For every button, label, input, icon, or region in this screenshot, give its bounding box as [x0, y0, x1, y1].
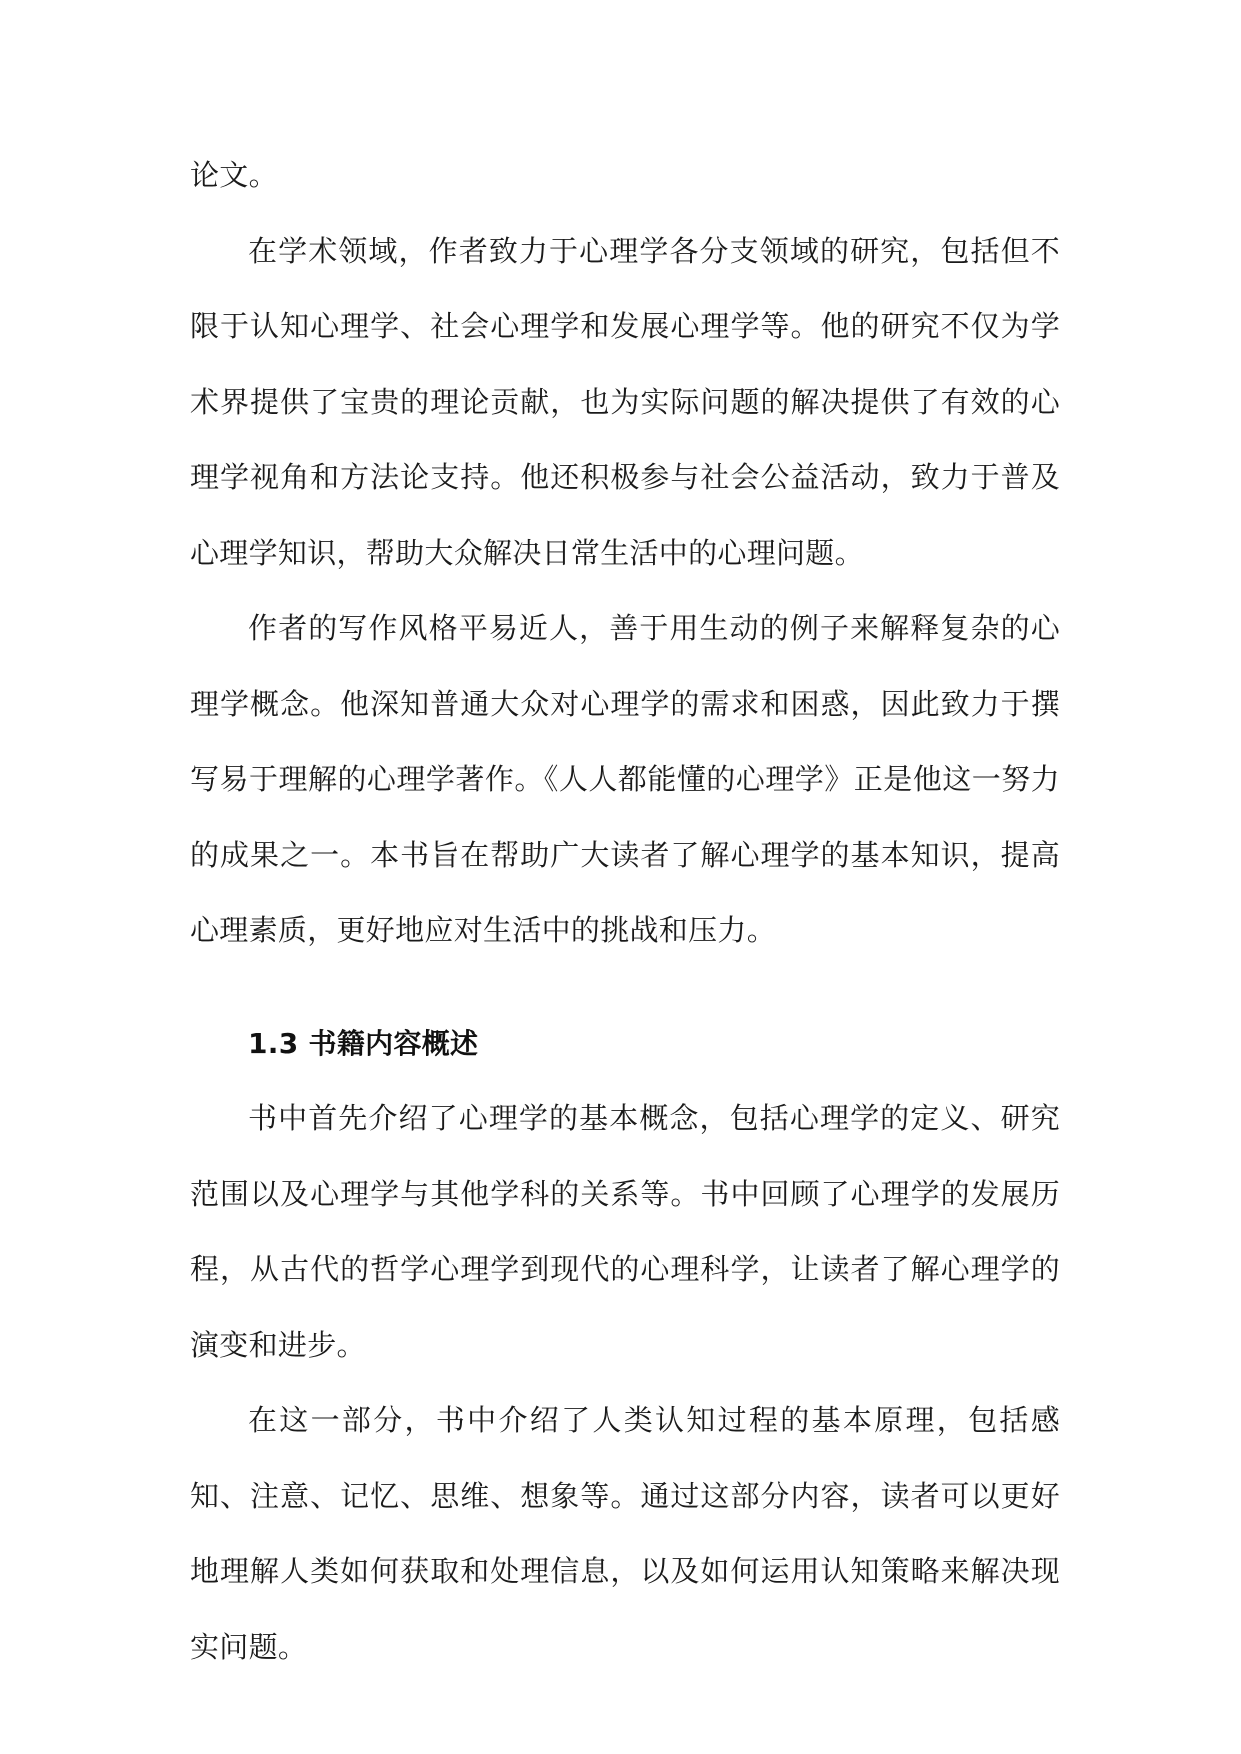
paragraph-author-research: 在学术领域，作者致力于心理学各分支领域的研究，包括但不限于认知心理学、社会心理学和发展心理学等。他的研究不仅为学术界提供了宝贵的理论贡献，也为实际问题的解决提供了有效的心理学视角和方法论支持。他还积极参与社会公益活动，致力于普及心理学知识，帮助大众解决日常生活中的心理问题。	[190, 233, 1060, 570]
paragraph-book-intro: 书中首先介绍了心理学的基本概念，包括心理学的定义、研究范围以及心理学与其他学科的关系等。书中回顾了心理学的发展历程，从古代的哲学心理学到现代的心理科学，让读者了解心理学的演变和进步。	[190, 1101, 1060, 1362]
body-text	[190, 138, 1060, 1685]
section-heading: 1.3 书籍内容概述	[248, 1026, 479, 1060]
paragraph-cognition: 在这一部分，书中介绍了人类认知过程的基本原理，包括感知、注意、记忆、思维、想象等。通过这部分内容，读者可以更好地理解人类如何获取和处理信息，以及如何运用认知策略来解决现实问题。	[190, 1403, 1060, 1664]
paragraph-continuation: 论文。	[190, 158, 278, 192]
paragraph-author-style: 作者的写作风格平易近人，善于用生动的例子来解释复杂的心理学概念。他深知普通大众对心理学的需求和困惑，因此致力于撰写易于理解的心理学著作。《人人都能懂的心理学》正是他这一努力的成果之一。本书旨在帮助广大读者了解心理学的基本知识，提高心理素质，更好地应对生活中的挑战和压力。	[190, 611, 1060, 947]
